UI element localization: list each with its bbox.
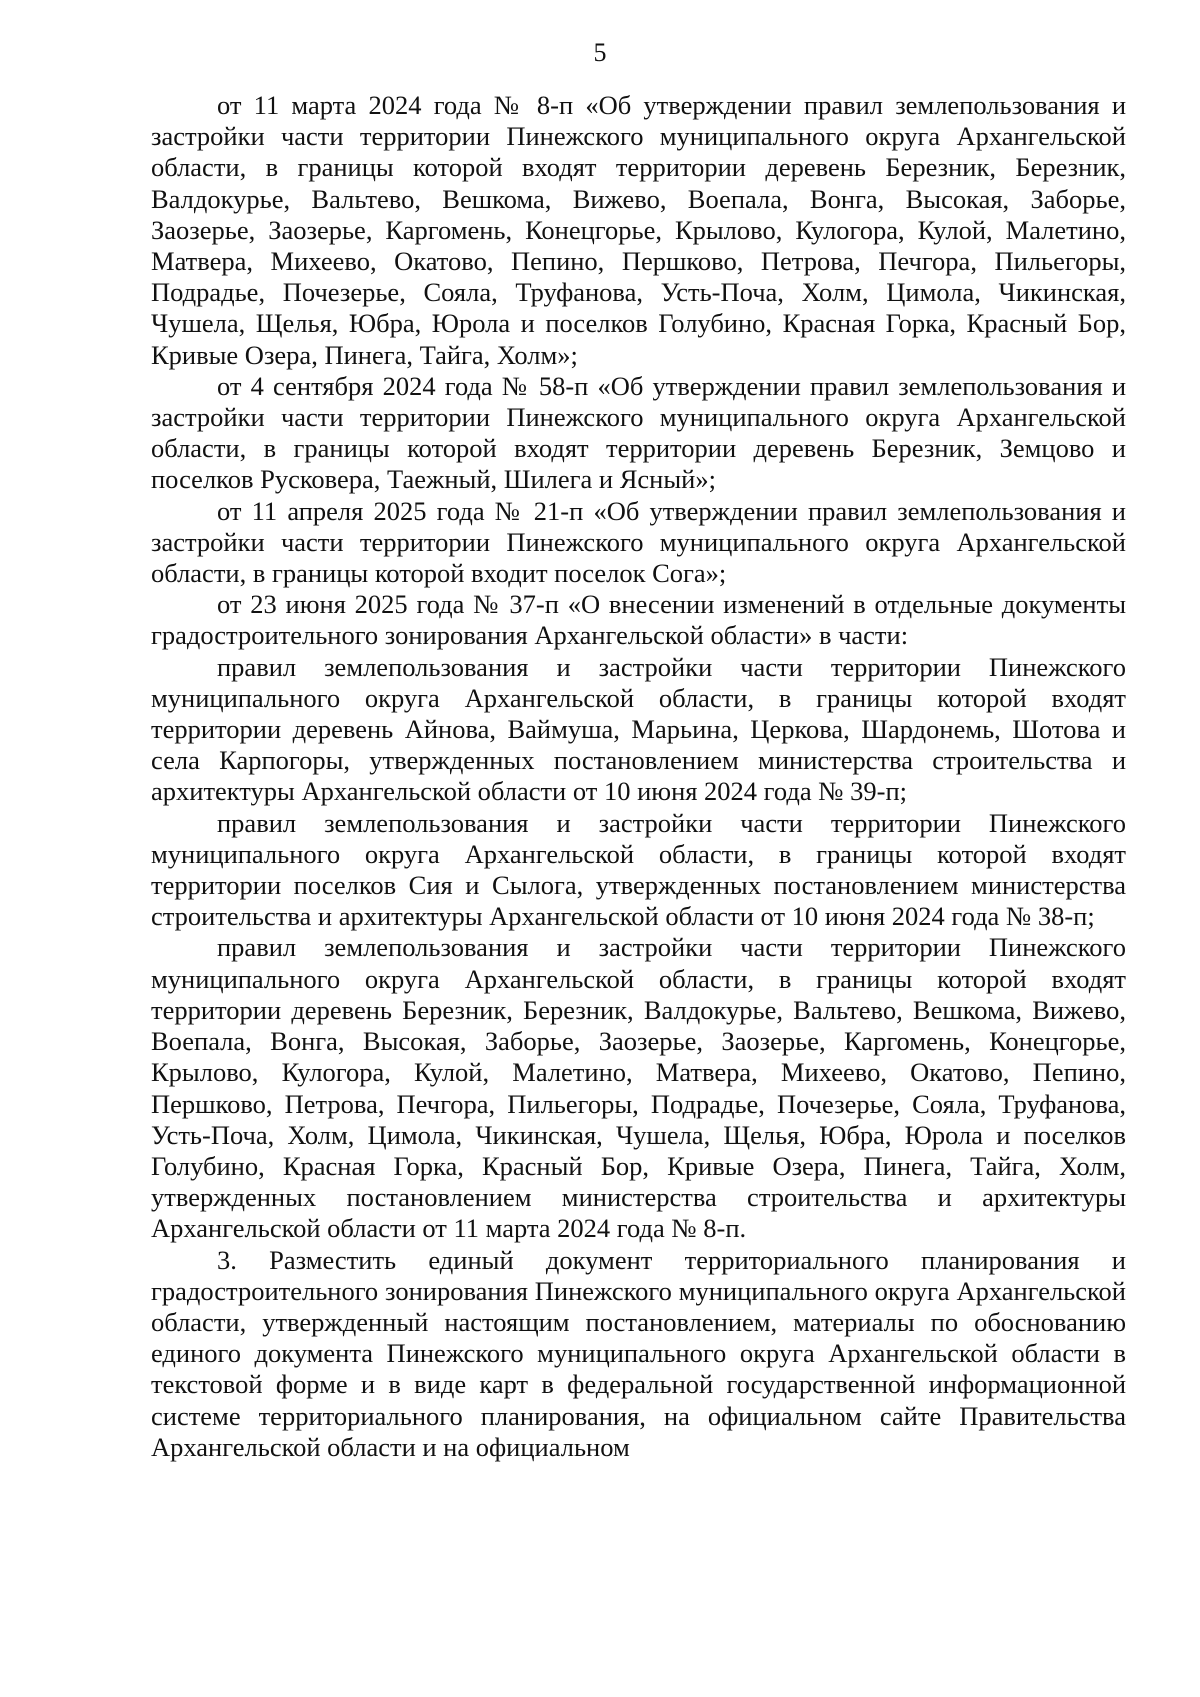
paragraph-resolution-58p: от 4 сентября 2024 года № 58-п «Об утверждении правил землепользования и застройки части территории Пинежского муниципального округа Архангельской области, в границы которой входят территории деревень Березник, Земцово и поселков Русковера, Таежный, Шилега и Ясный»; [151, 370, 1126, 495]
paragraph-rules-38p: правил землепользования и застройки части территории Пинежского муниципального округа Архангельской области, в границы которой входят территории поселков Сия и Сылога, утвержденных постановлением министерства строительства и архитектуры Архангельской области от 10 июня 2024 года № 38-п; [151, 807, 1126, 932]
paragraph-resolution-8p: от 11 марта 2024 года № 8-п «Об утверждении правил землепользования и застройки части территории Пинежского муниципального округа Архангельской области, в границы которой входят территории деревень Березник, Березник, Валдокурье, Вальтево, Вешкома, Вижево, Воепала, Вонга, Высокая, Заборье, Заозерье, Заозерье, Каргомень, Конецгорье, Крылово, Кулогора, Кулой, Малетино, Матвера, Михеево, Окатово, Пепино, Першково, Петрова, Печгора, Пильегоры, Подрадье, Почезерье, Сояла, Труфанова, Усть-Поча, Холм, Цимола, Чикинская, Чушела, Щелья, Юбра, Юрола и поселков Голубино, Красная Горка, Красный Бор, Кривые Озера, Пинега, Тайга, Холм»; [151, 90, 1126, 370]
paragraph-item-3: 3. Разместить единый документ территориального планирования и градостроительного зонирования Пинежского муниципального округа Архангельской области, утвержденный настоящим постановлением, материалы по обоснованию единого документа Пинежского муниципального округа Архангельской области в текстовой форме и в виде карт в федеральной государственной информационной системе территориального планирования, на официальном сайте Правительства Архангельской области и на официальном [151, 1244, 1126, 1462]
paragraph-rules-8p: правил землепользования и застройки части территории Пинежского муниципального округа Архангельской области, в границы которой входят территории деревень Березник, Березник, Валдокурье, Вальтево, Вешкома, Вижево, Воепала, Вонга, Высокая, Заборье, Заозерье, Заозерье, Каргомень, Конецгорье, Крылово, Кулогора, Кулой, Малетино, Матвера, Михеево, Окатово, Пепино, Першково, Петрова, Печгора, Пильегоры, Подрадье, Почезерье, Сояла, Труфанова, Усть-Поча, Холм, Цимола, Чикинская, Чушела, Щелья, Юбра, Юрола и поселков Голубино, Красная Горка, Красный Бор, Кривые Озера, Пинега, Тайга, Холм, утвержденных постановлением министерства строительства и архитектуры Архангельской области от 11 марта 2024 года № 8-п. [151, 932, 1126, 1244]
page-number: 5 [593, 38, 607, 67]
paragraph-resolution-21p: от 11 апреля 2025 года № 21-п «Об утверждении правил землепользования и застройки части территории Пинежского муниципального округа Архангельской области, в границы которой входит поселок Сога»; [151, 495, 1126, 589]
document-body [151, 90, 1126, 1463]
paragraph-resolution-37p: от 23 июня 2025 года № 37-п «О внесении изменений в отдельные документы градостроительного зонирования Архангельской области» в части: [151, 589, 1126, 651]
paragraph-rules-39p: правил землепользования и застройки части территории Пинежского муниципального округа Архангельской области, в границы которой входят территории деревень Айнова, Ваймуша, Марьина, Церкова, Шардонемь, Шотова и села Карпогоры, утвержденных постановлением министерства строительства и архитектуры Архангельской области от 10 июня 2024 года № 39-п; [151, 651, 1126, 807]
